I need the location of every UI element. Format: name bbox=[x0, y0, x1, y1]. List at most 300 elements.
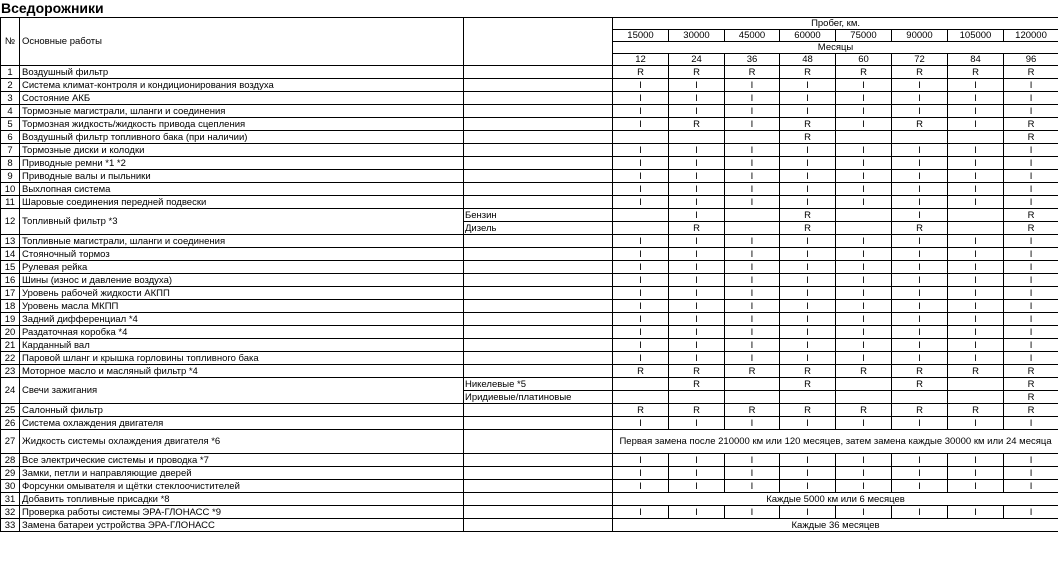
row-mark: I bbox=[892, 183, 948, 196]
row-mark: I bbox=[780, 326, 836, 339]
table-row bbox=[1, 118, 1058, 131]
row-mark: I bbox=[948, 170, 1004, 183]
row-sub-blank bbox=[464, 300, 613, 313]
row-number: 25 bbox=[1, 404, 20, 417]
row-mark: I bbox=[948, 300, 1004, 313]
row-mark: I bbox=[669, 274, 725, 287]
row-mark: R bbox=[780, 118, 836, 131]
row-mark: I bbox=[892, 248, 948, 261]
row-mark bbox=[892, 131, 948, 144]
row-mark: I bbox=[836, 118, 892, 131]
row-number: 12 bbox=[1, 209, 20, 235]
row-mark: I bbox=[613, 196, 669, 209]
row-mark: I bbox=[948, 196, 1004, 209]
row-work-name: Тормозные магистрали, шланги и соединения bbox=[20, 105, 464, 118]
row-mark: I bbox=[836, 352, 892, 365]
header-month: 12 bbox=[613, 54, 669, 66]
row-mark: I bbox=[725, 196, 780, 209]
row-work-name: Свечи зажигания bbox=[20, 378, 464, 404]
row-number: 24 bbox=[1, 378, 20, 404]
row-number: 1 bbox=[1, 66, 20, 79]
row-number: 32 bbox=[1, 506, 20, 519]
row-sub-blank bbox=[464, 313, 613, 326]
row-mark: I bbox=[892, 157, 948, 170]
row-sub-blank bbox=[464, 326, 613, 339]
row-sub-blank bbox=[464, 105, 613, 118]
row-mark: I bbox=[1004, 352, 1058, 365]
row-work-name: Стояночный тормоз bbox=[20, 248, 464, 261]
row-mark: I bbox=[1004, 467, 1058, 480]
row-mark: I bbox=[836, 339, 892, 352]
row-mark: I bbox=[669, 209, 725, 222]
row-number: 5 bbox=[1, 118, 20, 131]
row-mark: I bbox=[1004, 339, 1058, 352]
row-mark: I bbox=[1004, 326, 1058, 339]
row-work-name: Жидкость системы охлаждения двигателя *6 bbox=[20, 430, 464, 454]
row-mark: I bbox=[836, 313, 892, 326]
row-work-name: Тормозные диски и колодки bbox=[20, 144, 464, 157]
row-number: 30 bbox=[1, 480, 20, 493]
header-mileage: 90000 bbox=[892, 30, 948, 42]
row-mark: I bbox=[1004, 274, 1058, 287]
row-mark: I bbox=[780, 196, 836, 209]
row-mark: I bbox=[669, 454, 725, 467]
header-month: 96 bbox=[1004, 54, 1058, 66]
row-sub-blank bbox=[464, 339, 613, 352]
row-sub-blank bbox=[464, 287, 613, 300]
table-row bbox=[1, 92, 1058, 105]
row-work-name: Все электрические системы и проводка *7 bbox=[20, 454, 464, 467]
table-row bbox=[1, 480, 1058, 493]
row-mark: I bbox=[1004, 506, 1058, 519]
row-work-name: Топливный фильтр *3 bbox=[20, 209, 464, 235]
row-mark: I bbox=[780, 352, 836, 365]
row-mark: I bbox=[948, 274, 1004, 287]
row-mark: R bbox=[780, 222, 836, 235]
row-mark bbox=[948, 209, 1004, 222]
row-mark: I bbox=[725, 287, 780, 300]
row-work-name: Воздушный фильтр топливного бака (при наличии) bbox=[20, 131, 464, 144]
row-mark: I bbox=[780, 235, 836, 248]
row-mark: I bbox=[780, 144, 836, 157]
row-sub-blank bbox=[464, 183, 613, 196]
table-row bbox=[1, 170, 1058, 183]
row-mark: I bbox=[613, 248, 669, 261]
row-mark: I bbox=[725, 480, 780, 493]
row-mark: I bbox=[669, 144, 725, 157]
row-work-name: Паровой шланг и крышка горловины топливного бака bbox=[20, 352, 464, 365]
row-mark: I bbox=[669, 352, 725, 365]
row-work-name: Шаровые соединения передней подвески bbox=[20, 196, 464, 209]
row-mark: I bbox=[892, 170, 948, 183]
row-work-name: Форсунки омывателя и щётки стеклоочистителей bbox=[20, 480, 464, 493]
row-number: 15 bbox=[1, 261, 20, 274]
row-sub-blank bbox=[464, 467, 613, 480]
row-sub-name: Дизель bbox=[464, 222, 613, 235]
row-sub-blank bbox=[464, 261, 613, 274]
header-month: 60 bbox=[836, 54, 892, 66]
row-mark: I bbox=[1004, 300, 1058, 313]
row-sub-blank bbox=[464, 454, 613, 467]
row-mark: I bbox=[669, 157, 725, 170]
row-work-name: Моторное масло и масляный фильтр *4 bbox=[20, 365, 464, 378]
row-number: 33 bbox=[1, 519, 20, 532]
row-mark: I bbox=[669, 92, 725, 105]
row-mark: I bbox=[780, 454, 836, 467]
table-row bbox=[1, 339, 1058, 352]
row-mark: I bbox=[1004, 480, 1058, 493]
row-work-name: Топливные магистрали, шланги и соединения bbox=[20, 235, 464, 248]
row-mark: R bbox=[725, 66, 780, 79]
row-mark: I bbox=[669, 300, 725, 313]
row-mark: I bbox=[613, 92, 669, 105]
row-work-name: Рулевая рейка bbox=[20, 261, 464, 274]
table-row bbox=[1, 235, 1058, 248]
row-mark: R bbox=[613, 66, 669, 79]
row-sub-blank bbox=[464, 131, 613, 144]
row-mark: I bbox=[613, 144, 669, 157]
row-work-name: Приводные ремни *1 *2 bbox=[20, 157, 464, 170]
row-mark: I bbox=[836, 79, 892, 92]
table-row bbox=[1, 352, 1058, 365]
row-mark: I bbox=[669, 467, 725, 480]
row-mark: I bbox=[948, 326, 1004, 339]
row-mark: I bbox=[948, 92, 1004, 105]
row-mark bbox=[948, 131, 1004, 144]
row-mark bbox=[725, 391, 780, 404]
row-mark: I bbox=[613, 274, 669, 287]
row-mark: I bbox=[948, 261, 1004, 274]
row-mark: I bbox=[892, 339, 948, 352]
row-mark: I bbox=[725, 261, 780, 274]
row-mark: I bbox=[836, 417, 892, 430]
row-mark: I bbox=[613, 157, 669, 170]
row-mark: I bbox=[725, 118, 780, 131]
row-mark: I bbox=[948, 417, 1004, 430]
row-number: 18 bbox=[1, 300, 20, 313]
row-note: Каждые 5000 км или 6 месяцев bbox=[613, 493, 1058, 506]
row-mark: I bbox=[1004, 287, 1058, 300]
row-mark: I bbox=[613, 261, 669, 274]
row-mark: I bbox=[892, 506, 948, 519]
row-mark: I bbox=[780, 170, 836, 183]
header-month: 84 bbox=[948, 54, 1004, 66]
row-work-name: Замки, петли и направляющие дверей bbox=[20, 467, 464, 480]
row-mark: I bbox=[948, 248, 1004, 261]
row-sub-blank bbox=[464, 144, 613, 157]
row-mark: I bbox=[613, 287, 669, 300]
row-mark: I bbox=[725, 248, 780, 261]
row-mark bbox=[613, 378, 669, 391]
row-number: 21 bbox=[1, 339, 20, 352]
row-mark: I bbox=[669, 417, 725, 430]
row-mark: R bbox=[892, 118, 948, 131]
row-mark: R bbox=[892, 222, 948, 235]
table-row bbox=[1, 261, 1058, 274]
row-work-name: Система охлаждения двигателя bbox=[20, 417, 464, 430]
row-mark: I bbox=[948, 313, 1004, 326]
row-mark: I bbox=[1004, 183, 1058, 196]
row-mark: I bbox=[725, 506, 780, 519]
row-mark: I bbox=[780, 313, 836, 326]
row-mark: I bbox=[948, 183, 1004, 196]
row-mark: I bbox=[725, 300, 780, 313]
row-mark: I bbox=[1004, 417, 1058, 430]
row-mark: I bbox=[780, 261, 836, 274]
table-row bbox=[1, 287, 1058, 300]
row-mark: I bbox=[1004, 313, 1058, 326]
row-mark: I bbox=[948, 144, 1004, 157]
table-row bbox=[1, 378, 1058, 391]
row-mark: I bbox=[948, 157, 1004, 170]
row-mark: R bbox=[1004, 131, 1058, 144]
table-row bbox=[1, 519, 1058, 532]
row-sub-blank bbox=[464, 157, 613, 170]
table-row bbox=[1, 144, 1058, 157]
row-mark bbox=[725, 131, 780, 144]
row-mark: I bbox=[669, 326, 725, 339]
row-number: 23 bbox=[1, 365, 20, 378]
row-sub-blank bbox=[464, 66, 613, 79]
row-mark bbox=[836, 209, 892, 222]
table-row bbox=[1, 365, 1058, 378]
header-month: 72 bbox=[892, 54, 948, 66]
row-mark: R bbox=[1004, 66, 1058, 79]
row-mark: I bbox=[725, 170, 780, 183]
row-mark bbox=[836, 222, 892, 235]
row-mark: I bbox=[1004, 196, 1058, 209]
row-mark bbox=[725, 222, 780, 235]
row-mark: I bbox=[613, 506, 669, 519]
table-row bbox=[1, 404, 1058, 417]
page-title: Вседорожники bbox=[1, 0, 104, 16]
row-sub-blank bbox=[464, 170, 613, 183]
row-mark: I bbox=[948, 454, 1004, 467]
row-mark: I bbox=[836, 144, 892, 157]
row-mark: I bbox=[613, 313, 669, 326]
row-work-name: Уровень рабочей жидкости АКПП bbox=[20, 287, 464, 300]
row-mark: I bbox=[669, 183, 725, 196]
header-mileage: 15000 bbox=[613, 30, 669, 42]
row-mark bbox=[725, 209, 780, 222]
row-mark bbox=[613, 222, 669, 235]
row-number: 3 bbox=[1, 92, 20, 105]
row-mark: I bbox=[948, 287, 1004, 300]
row-mark: I bbox=[892, 92, 948, 105]
row-mark: R bbox=[892, 404, 948, 417]
row-mark: I bbox=[725, 417, 780, 430]
row-mark: I bbox=[892, 144, 948, 157]
row-mark: I bbox=[948, 118, 1004, 131]
table-row bbox=[1, 313, 1058, 326]
row-sub-name: Бензин bbox=[464, 209, 613, 222]
row-mark: R bbox=[1004, 391, 1058, 404]
row-mark: I bbox=[836, 157, 892, 170]
row-mark: R bbox=[836, 365, 892, 378]
row-work-name: Выхлопная система bbox=[20, 183, 464, 196]
row-mark: I bbox=[836, 506, 892, 519]
row-mark: I bbox=[948, 506, 1004, 519]
row-mark: I bbox=[669, 105, 725, 118]
row-mark: R bbox=[892, 378, 948, 391]
row-mark: I bbox=[669, 339, 725, 352]
row-number: 11 bbox=[1, 196, 20, 209]
row-mark: I bbox=[613, 339, 669, 352]
row-mark bbox=[836, 378, 892, 391]
row-mark: I bbox=[669, 79, 725, 92]
row-number: 9 bbox=[1, 170, 20, 183]
row-mark: R bbox=[1004, 404, 1058, 417]
table-row bbox=[1, 300, 1058, 313]
row-sub-blank bbox=[464, 118, 613, 131]
row-mark bbox=[669, 391, 725, 404]
row-mark: I bbox=[892, 326, 948, 339]
row-mark bbox=[948, 391, 1004, 404]
row-mark bbox=[948, 378, 1004, 391]
row-mark: R bbox=[613, 365, 669, 378]
row-work-name: Карданный вал bbox=[20, 339, 464, 352]
row-work-name: Салонный фильтр bbox=[20, 404, 464, 417]
row-mark: I bbox=[780, 467, 836, 480]
row-mark: I bbox=[613, 480, 669, 493]
row-mark: I bbox=[669, 196, 725, 209]
row-mark: I bbox=[836, 274, 892, 287]
row-sub-blank bbox=[464, 92, 613, 105]
row-number: 31 bbox=[1, 493, 20, 506]
row-number: 17 bbox=[1, 287, 20, 300]
row-mark: R bbox=[669, 66, 725, 79]
row-number: 27 bbox=[1, 430, 20, 454]
row-note: Каждые 36 месяцев bbox=[613, 519, 1058, 532]
row-mark bbox=[669, 131, 725, 144]
row-mark: I bbox=[948, 235, 1004, 248]
row-work-name: Замена батареи устройства ЭРА-ГЛОНАСС bbox=[20, 519, 464, 532]
row-mark: I bbox=[892, 209, 948, 222]
row-mark: R bbox=[613, 404, 669, 417]
header-mileage: 75000 bbox=[836, 30, 892, 42]
row-mark: I bbox=[892, 79, 948, 92]
row-mark bbox=[892, 391, 948, 404]
row-mark: I bbox=[669, 235, 725, 248]
row-mark: I bbox=[780, 480, 836, 493]
header-mileage: 45000 bbox=[725, 30, 780, 42]
row-mark: I bbox=[836, 467, 892, 480]
row-mark: I bbox=[892, 480, 948, 493]
row-mark: I bbox=[725, 274, 780, 287]
row-mark: R bbox=[780, 131, 836, 144]
row-mark: R bbox=[669, 365, 725, 378]
row-mark bbox=[836, 131, 892, 144]
row-mark: I bbox=[892, 352, 948, 365]
row-mark: I bbox=[613, 235, 669, 248]
row-mark: R bbox=[1004, 222, 1058, 235]
row-mark: I bbox=[892, 417, 948, 430]
row-mark: I bbox=[892, 467, 948, 480]
row-mark: I bbox=[836, 300, 892, 313]
row-mark: R bbox=[725, 365, 780, 378]
row-mark: R bbox=[948, 365, 1004, 378]
row-mark: R bbox=[892, 365, 948, 378]
row-mark: I bbox=[669, 261, 725, 274]
table-row bbox=[1, 467, 1058, 480]
row-mark: I bbox=[1004, 454, 1058, 467]
row-mark: I bbox=[836, 183, 892, 196]
row-mark: I bbox=[780, 287, 836, 300]
row-mark: I bbox=[669, 313, 725, 326]
row-work-name: Добавить топливные присадки *8 bbox=[20, 493, 464, 506]
row-mark: I bbox=[669, 480, 725, 493]
header-num: № bbox=[1, 18, 20, 66]
row-number: 2 bbox=[1, 79, 20, 92]
row-mark: I bbox=[1004, 144, 1058, 157]
row-mark: I bbox=[725, 157, 780, 170]
row-mark bbox=[613, 391, 669, 404]
row-mark: I bbox=[780, 274, 836, 287]
row-mark: I bbox=[780, 417, 836, 430]
row-mark: I bbox=[892, 196, 948, 209]
row-sub-blank bbox=[464, 352, 613, 365]
row-mark: R bbox=[1004, 378, 1058, 391]
row-mark: I bbox=[892, 300, 948, 313]
row-mark: I bbox=[948, 339, 1004, 352]
row-number: 20 bbox=[1, 326, 20, 339]
row-mark: R bbox=[780, 404, 836, 417]
row-mark: R bbox=[669, 118, 725, 131]
row-mark: R bbox=[780, 66, 836, 79]
row-mark: R bbox=[836, 404, 892, 417]
header-month: 24 bbox=[669, 54, 725, 66]
row-work-name: Задний дифференциал *4 bbox=[20, 313, 464, 326]
row-sub-blank bbox=[464, 196, 613, 209]
table-row bbox=[1, 131, 1058, 144]
row-work-name: Уровень масла МКПП bbox=[20, 300, 464, 313]
row-sub-blank bbox=[464, 493, 613, 506]
row-mark: I bbox=[725, 352, 780, 365]
table-row bbox=[1, 493, 1058, 506]
row-mark: I bbox=[948, 467, 1004, 480]
row-number: 13 bbox=[1, 235, 20, 248]
row-work-name: Приводные валы и пыльники bbox=[20, 170, 464, 183]
row-mark: I bbox=[780, 105, 836, 118]
row-mark: I bbox=[1004, 235, 1058, 248]
table-row bbox=[1, 209, 1058, 222]
row-mark: I bbox=[725, 105, 780, 118]
row-mark: R bbox=[1004, 209, 1058, 222]
row-mark: I bbox=[613, 417, 669, 430]
table-row bbox=[1, 454, 1058, 467]
row-mark: I bbox=[725, 92, 780, 105]
row-mark: I bbox=[836, 261, 892, 274]
row-mark: I bbox=[1004, 261, 1058, 274]
row-number: 19 bbox=[1, 313, 20, 326]
table-row bbox=[1, 66, 1058, 79]
row-mark bbox=[613, 131, 669, 144]
row-mark: I bbox=[613, 352, 669, 365]
row-mark: I bbox=[780, 339, 836, 352]
row-mark: R bbox=[948, 404, 1004, 417]
header-mileage-label: Пробег, км. bbox=[613, 18, 1058, 30]
row-sub-blank bbox=[464, 365, 613, 378]
table-row bbox=[1, 430, 1058, 454]
row-mark: I bbox=[669, 287, 725, 300]
row-mark: I bbox=[780, 157, 836, 170]
row-mark: I bbox=[836, 196, 892, 209]
table-row bbox=[1, 417, 1058, 430]
row-mark: I bbox=[613, 118, 669, 131]
row-mark bbox=[948, 222, 1004, 235]
row-mark: R bbox=[725, 404, 780, 417]
header-mileage: 60000 bbox=[780, 30, 836, 42]
